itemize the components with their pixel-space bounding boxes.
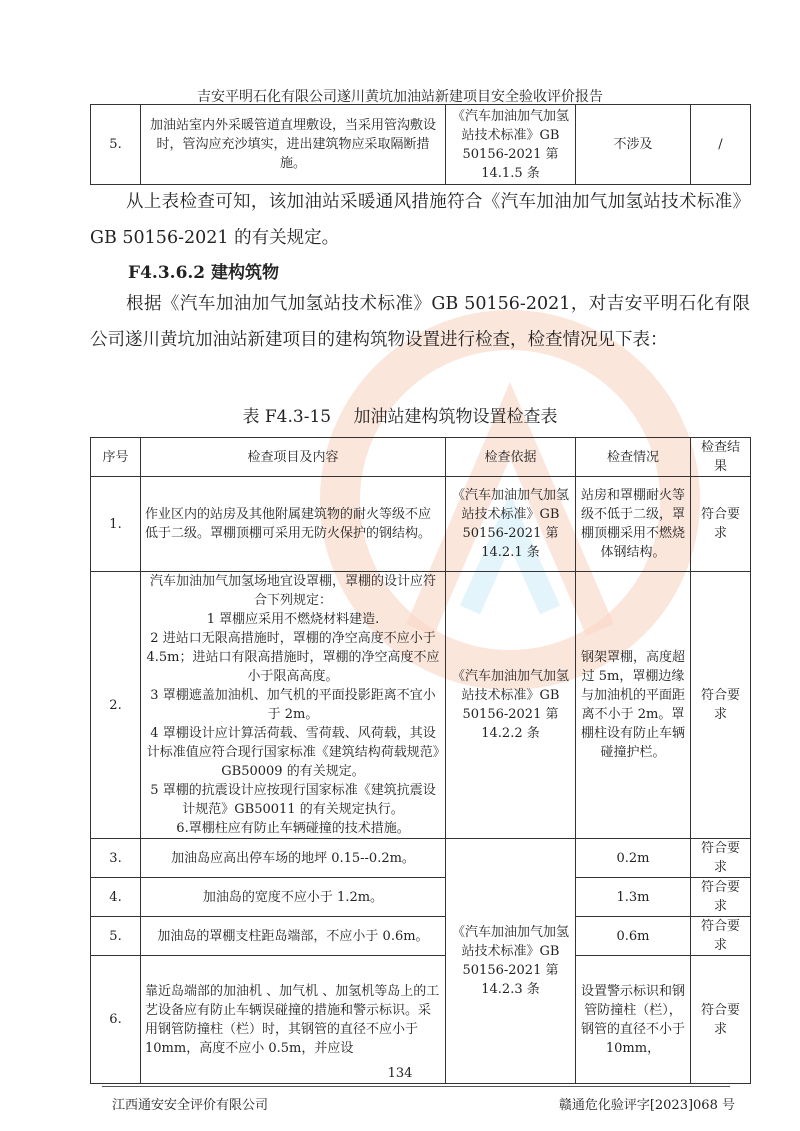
page-number: 134 [387, 1066, 413, 1081]
inspection-table [90, 437, 751, 1084]
table-row [91, 917, 751, 956]
item-line: 1 罩棚应采用不燃烧材料建造. [206, 612, 380, 627]
row-result: / [691, 105, 751, 185]
header-no: 序号 [91, 438, 141, 477]
row-no: 2. [91, 572, 141, 839]
table-row [91, 105, 751, 185]
table-row [91, 477, 751, 572]
row-result: 符合要求 [691, 956, 751, 1084]
item-line: 2 进站口无限高措施时，罩棚的净空高度不应小于 4.5m；进站口有限高措施时，罩棚的净空高度不应小于限高高度。 [146, 631, 440, 684]
item-line: 3 罩棚遮盖加油机、加气机的平面投影距离不宜小于 2m。 [150, 688, 436, 722]
row-item: 靠近岛端部的加油机 、加气机 、加氢机等岛上的工艺设备应有防止车辆误碰撞的措施和警示标识。采用钢管防撞柱（栏）时，其钢管的直径不应小于 10mm，高度不应小 0.5m，并应设 [141, 956, 446, 1084]
page-header: 吉安平明石化有限公司遂川黄坑加油站新建项目安全验收评价报告 [197, 89, 603, 105]
table-row [91, 839, 751, 878]
section-heading: F4.3.6.2 建构筑物 [128, 263, 280, 283]
table-row [91, 878, 751, 917]
footer-doc-number: 赣通危化验评字[2023]068 号 [558, 1098, 735, 1113]
header-item: 检查项目及内容 [141, 438, 446, 477]
table-row [91, 572, 751, 839]
row-basis: 《汽车加油加气加氢站技术标准》GB 50156-2021 第 14.2.2 条 [446, 572, 576, 839]
item-line: 6.罩棚柱应有防止车辆碰撞的技术措施。 [176, 821, 410, 836]
row-basis-shared: 《汽车加油加气加氢站技术标准》GB 50156-2021 第 14.2.3 条 [446, 839, 576, 1084]
row-no: 3. [91, 839, 141, 878]
row-status: 1.3m [576, 878, 691, 917]
row-status: 站房和罩棚耐火等级不低于二级，罩棚顶棚采用不燃烧体钢结构。 [576, 477, 691, 572]
row-no: 1. [91, 477, 141, 572]
row-item: 加油站室内外采暖管道直埋敷设，当采用管沟敷设时，管沟应充沙填实，进出建筑物应采取隔断措施。 [141, 105, 446, 185]
header-result: 检查结果 [691, 438, 751, 477]
row-basis: 《汽车加油加气加氢站技术标准》GB 50156-2021 第 14.1.5 条 [446, 105, 576, 185]
row-status: 不涉及 [576, 105, 691, 185]
row-status: 0.6m [576, 917, 691, 956]
row-status: 设置警示标识和钢管防撞柱（栏），钢管的直径不小于 10mm， [576, 956, 691, 1084]
row-no: 4. [91, 878, 141, 917]
item-line: 4 罩棚设计应计算活荷载、雪荷载、风荷载，其设计标准值应符合现行国家标准《建筑结构荷载规范》GB50009 的有关规定。 [146, 726, 440, 779]
footer-company: 江西通安安全评价有限公司 [112, 1098, 269, 1113]
row-item: 加油岛的罩棚支柱距岛端部，不应小于 0.6m。 [141, 917, 446, 956]
row-result: 符合要求 [691, 477, 751, 572]
row-item [141, 572, 446, 839]
intro-paragraph: 根据《汽车加油加气加氢站技术标准》GB 50156-2021，对吉安平明石化有限公司遂川黄坑加油站新建项目的建构筑物设置进行检查，检查情况见下表： [90, 294, 750, 350]
row-result: 符合要求 [691, 839, 751, 878]
row-status: 钢架罩棚，高度超过 5m，罩棚边缘与加油机的平面距离不小于 2m。罩棚柱设有防止车辆碰撞护栏。 [576, 572, 691, 839]
table-row [91, 956, 751, 1084]
header-basis: 检查依据 [446, 438, 576, 477]
row-result: 符合要求 [691, 917, 751, 956]
footer-divider [102, 1086, 730, 1087]
table-caption: 表 F4.3-15 加油站建构筑物设置检查表 [242, 407, 558, 427]
row-result: 符合要求 [691, 878, 751, 917]
table-header-row [91, 438, 751, 477]
row-no: 5. [91, 105, 141, 185]
row-no: 6. [91, 956, 141, 1084]
item-line: 5 罩棚的抗震设计应按现行国家标准《建筑抗震设计规范》GB50011 的有关规定执行。 [150, 783, 436, 817]
row-item: 加油岛的宽度不应小于 1.2m。 [141, 878, 446, 917]
top-table [90, 104, 751, 185]
row-result: 符合要求 [691, 572, 751, 839]
row-item: 加油岛应高出停车场的地坪 0.15--0.2m。 [141, 839, 446, 878]
row-item: 作业区内的站房及其他附属建筑物的耐火等级不应低于二级。罩棚顶棚可采用无防火保护的钢结构。 [141, 477, 446, 572]
header-status: 检查情况 [576, 438, 691, 477]
summary-paragraph: 从上表检查可知，该加油站采暖通风措施符合《汽车加油加气加氢站技术标准》GB 50156-2021 的有关规定。 [90, 192, 750, 248]
item-line: 汽车加油加气加氢场地宜设罩棚，罩棚的设计应符合下列规定： [149, 574, 436, 608]
row-no: 5. [91, 917, 141, 956]
row-status: 0.2m [576, 839, 691, 878]
row-basis: 《汽车加油加气加氢站技术标准》GB 50156-2021 第 14.2.1 条 [446, 477, 576, 572]
